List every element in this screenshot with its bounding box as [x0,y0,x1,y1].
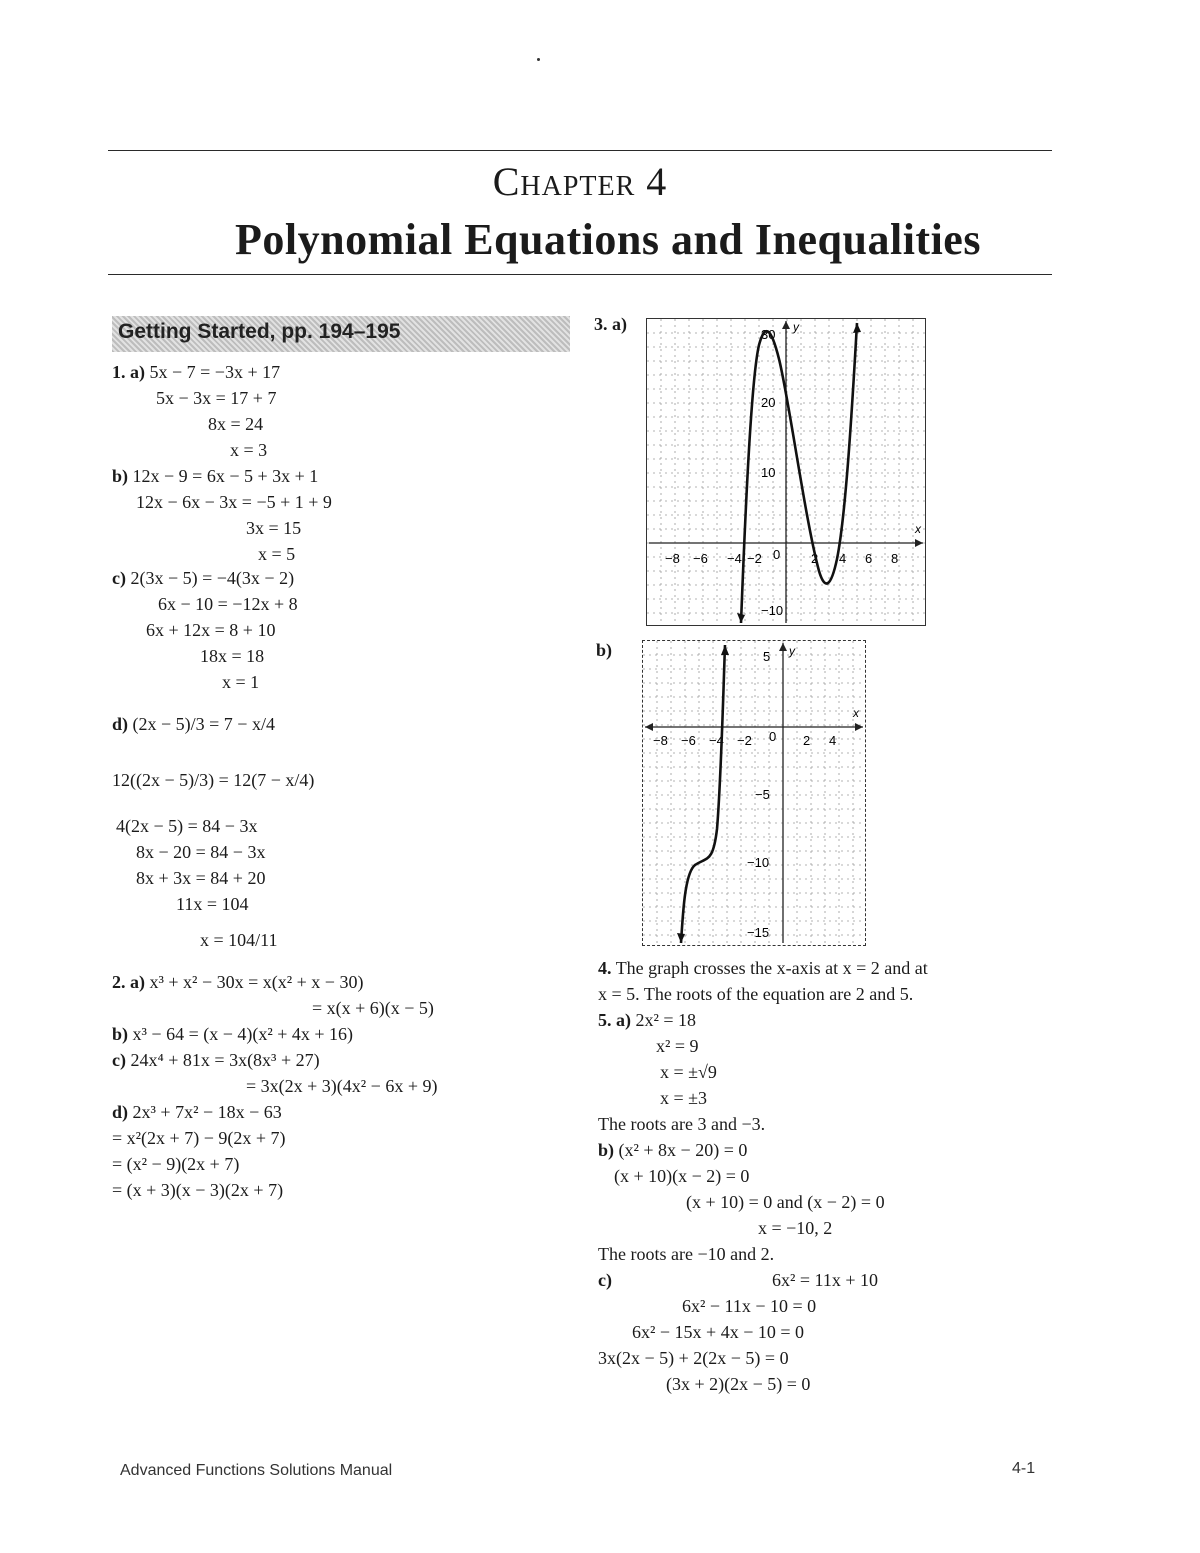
solution-line: x = ±3 [660,1088,708,1108]
graph-b-ytick: 5 [763,649,771,664]
solution-line: 5x − 3x = 17 + 7 [156,388,277,408]
graph-a-ytick: 30 [761,327,776,342]
graph-b-ytick: −10 [747,855,770,870]
graph-a-xtick: −8 [665,551,680,566]
solution-line: b) (x² + 8x − 20) = 0 [598,1140,748,1160]
graph-a [646,318,926,626]
solution-line: 8x + 3x = 84 + 20 [136,868,266,888]
solution-line: 11x = 104 [176,894,249,914]
graph-a-curve-arrow-icon [853,323,861,333]
chapter-heading: Chapter 4 [492,159,668,204]
graph-b-xtick: 4 [829,733,837,748]
section-heading-text: Getting Started, pp. 194–195 [118,320,401,343]
graph-a-y-label: y [793,320,799,334]
graph-b-curve-arrow-icon [677,933,685,943]
solution-line: = 3x(2x + 3)(4x² − 6x + 9) [246,1076,438,1096]
solution-line: b) x³ − 64 = (x − 4)(x² + 4x + 16) [112,1024,354,1044]
solution-line: x = 3 [230,440,268,460]
solution-line: (x + 10)(x − 2) = 0 [614,1166,750,1186]
scan-dot [537,58,540,61]
graph-b-curve [681,645,725,943]
solution-line: x = 5 [258,544,296,564]
graph-a-ytick: −10 [761,603,784,618]
solution-line: 18x = 18 [200,646,265,666]
solution-line: 6x + 12x = 8 + 10 [146,620,276,640]
solution-line: 8x − 20 = 84 − 3x [136,842,266,862]
solution-line: x = 5. The roots of the equation are 2 and 5. [598,984,914,1004]
graph-a-x-arrow-icon [915,539,923,547]
graph-b-y-arrow-icon [779,643,787,651]
solution-line: 12((2x − 5)/3) = 12(7 − x/4) [112,770,315,790]
solution-line: d) 2x³ + 7x² − 18x − 63 [112,1102,282,1122]
solution-line: The roots are −10 and 2. [598,1244,775,1264]
graph-a-xtick: −4 [727,551,742,566]
solution-line: 6x² − 11x − 10 = 0 [682,1296,817,1316]
graph-b-xtick: −6 [681,733,696,748]
graph-a-curve-arrow-icon [737,613,745,623]
graph-b-ytick: −5 [755,787,770,802]
graph-b-label: b) [596,640,613,660]
solution-line: = (x + 3)(x − 3)(2x + 7) [112,1180,284,1200]
solution-line: c) 24x⁴ + 81x = 3x(8x³ + 27) [112,1050,320,1070]
graph-a-svg [647,319,925,625]
solution-line: 3x(2x − 5) + 2(2x − 5) = 0 [598,1348,789,1368]
graph-b-x-arrow-icon [855,723,863,731]
graph-a-xtick: −2 [747,551,762,566]
solution-line: 4(2x − 5) = 84 − 3x [116,816,258,836]
solution-line: 1. a) 5x − 7 = −3x + 17 [112,362,281,382]
graph-b-xtick: −4 [709,733,724,748]
graph-b-xtick: −8 [653,733,668,748]
graph-b-ytick: −15 [747,925,770,940]
solution-line: The roots are 3 and −3. [598,1114,766,1134]
graph-b-xtick: 2 [803,733,811,748]
top-rule [108,150,1052,151]
footer-book-title: Advanced Functions Solutions Manual [120,1462,393,1479]
graph-a-xtick: 4 [839,551,847,566]
graph-a-ytick: 20 [761,395,776,410]
section-heading [112,316,570,352]
solution-line: 12x − 6x − 3x = −5 + 1 + 9 [136,492,332,512]
title-rule [108,274,1052,275]
solution-line: x = 1 [222,672,260,692]
graph-b-ytick: 0 [769,729,777,744]
graph-a-xtick: 6 [865,551,873,566]
solution-line: x = −10, 2 [758,1218,833,1238]
graph-b-xtick: −2 [737,733,752,748]
solution-line: c) 2(3x − 5) = −4(3x − 2) [112,568,295,588]
solution-line: 6x² − 15x + 4x − 10 = 0 [632,1322,805,1342]
solution-line: 3x = 15 [246,518,302,538]
solution-line: 8x = 24 [208,414,264,434]
solution-line: = x²(2x + 7) − 9(2x + 7) [112,1128,286,1148]
graph-a-ytick: 10 [761,465,776,480]
solution-line: x = ±√9 [660,1062,717,1082]
solution-line: (3x + 2)(2x − 5) = 0 [666,1374,811,1394]
solution-line: b) 12x − 9 = 6x − 5 + 3x + 1 [112,466,319,486]
graph-a-label: 3. a) [594,314,627,334]
solution-line: x = 104/11 [200,930,278,950]
solution-line: = (x² − 9)(2x + 7) [112,1154,240,1174]
graph-b-grid [643,641,865,945]
solution-line: 6x − 10 = −12x + 8 [158,594,298,614]
solution-line: x² = 9 [656,1036,699,1056]
solution-line: 4. The graph crosses the x-axis at x = 2 and at [598,958,928,978]
graph-b-x-arrow-left-icon [645,723,653,731]
graph-b-curve-arrow-icon [721,645,729,655]
solution-line: (x + 10) = 0 and (x − 2) = 0 [686,1192,885,1212]
solution-line: d) (2x − 5)/3 = 7 − x/4 [112,714,275,734]
graph-a-x-label: x [915,522,921,536]
graph-b [642,640,866,946]
solution-line: 5. a) 2x² = 18 [598,1010,697,1030]
graph-a-y-arrow-icon [782,321,790,329]
page-title: Polynomial Equations and Inequalities [235,215,981,264]
solution-line: 2. a) x³ + x² − 30x = x(x² + x − 30) [112,972,364,992]
graph-b-svg [643,641,865,945]
footer-page-number: 4-1 [1012,1460,1036,1477]
graph-a-xtick: 8 [891,551,899,566]
graph-b-x-label: x [853,706,859,720]
solution-line: c) 6x² = 11x + 10 [598,1270,879,1290]
graph-a-xtick: −6 [693,551,708,566]
solution-line: = x(x + 6)(x − 5) [312,998,434,1018]
graph-a-ytick: 0 [773,547,781,562]
graph-a-xtick: 2 [811,551,819,566]
graph-b-y-label: y [789,644,795,658]
